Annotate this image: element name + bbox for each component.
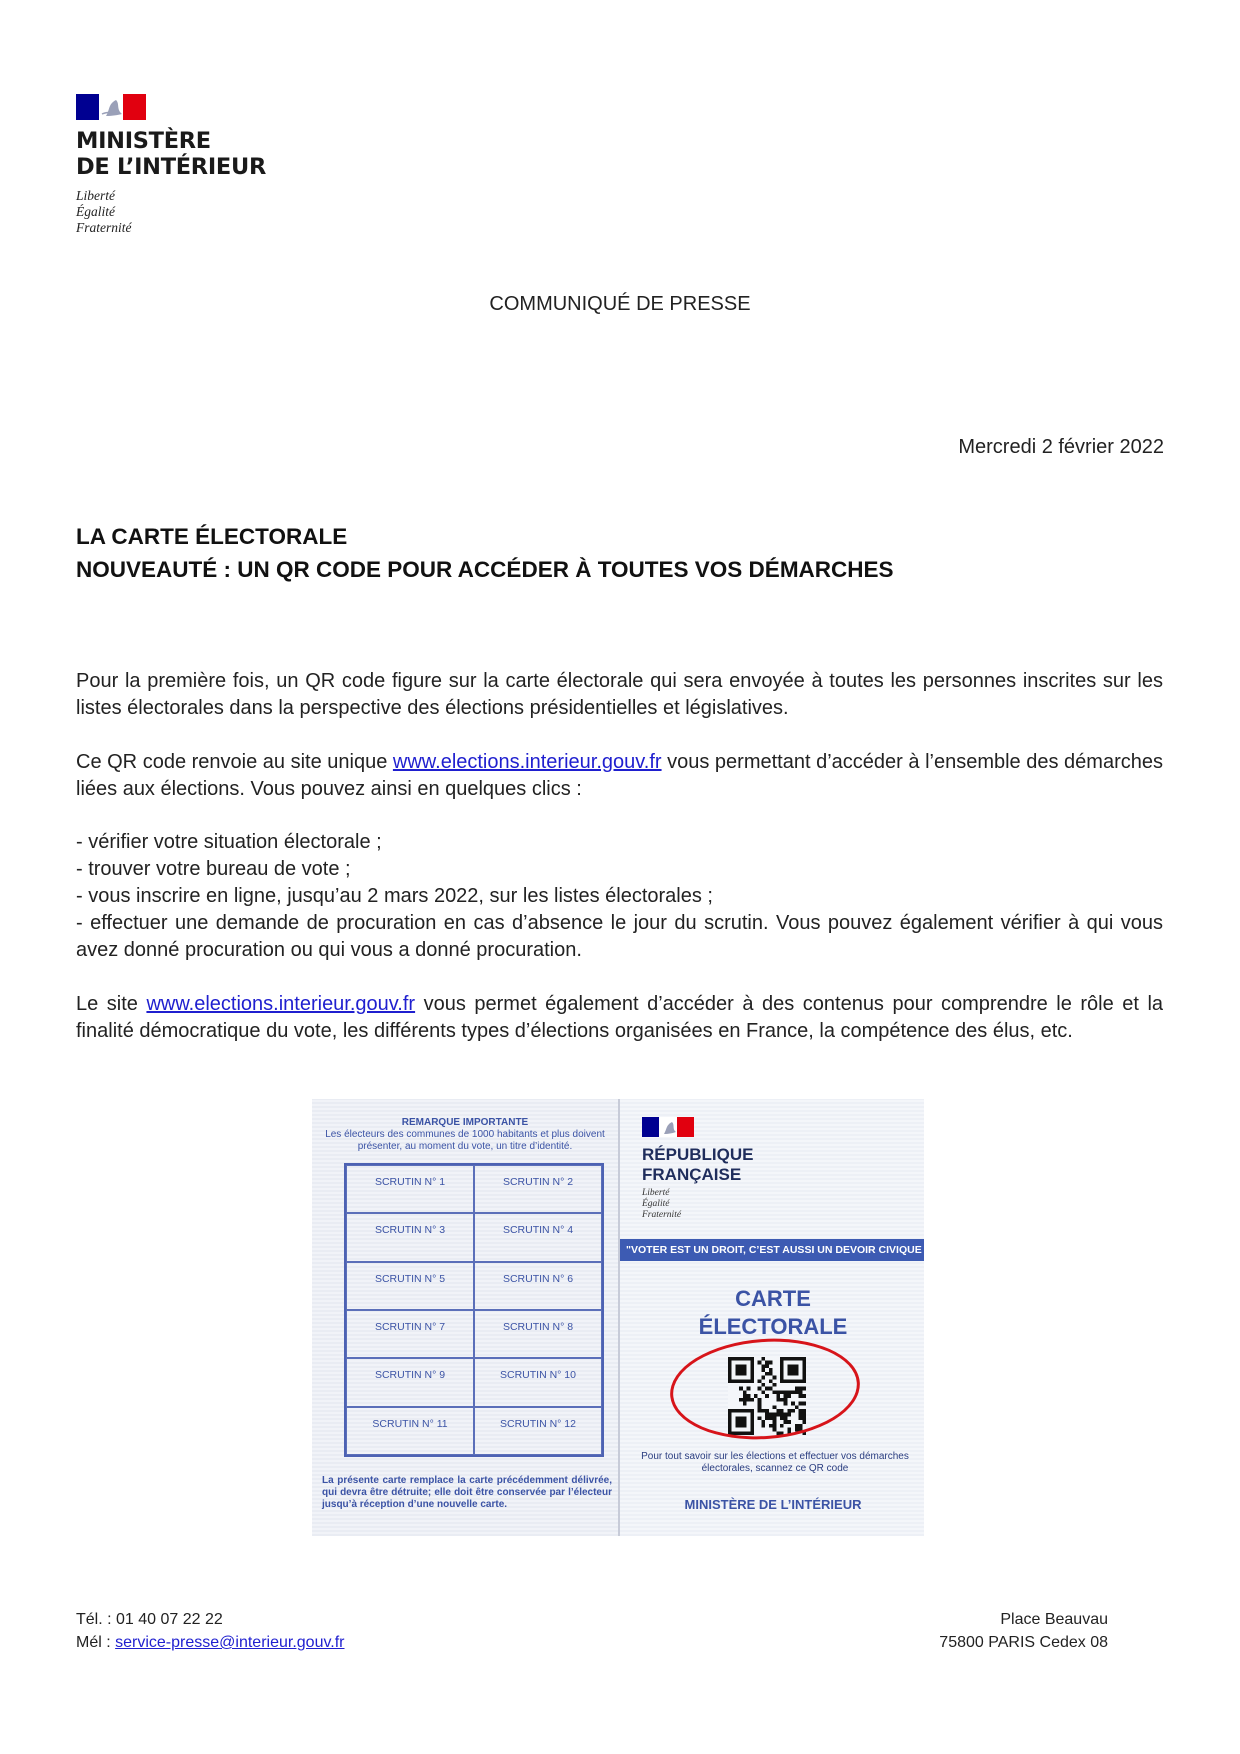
scrutin-grid <box>344 1163 604 1457</box>
republic-motto-liberte: Liberté <box>642 1188 670 1198</box>
card-footnote: La présente carte remplace la carte précédemment délivrée, qui devra être détruite; elle doit être conservée par l’électeur jusqu’à réception d’une nouvelle carte. <box>322 1475 612 1510</box>
elections-site-link[interactable]: www.elections.interieur.gouv.fr <box>392 751 662 773</box>
scrutin-cell: SCRUTIN N° 10 <box>474 1358 602 1406</box>
list-item: - vous inscrire en ligne, jusqu’au 2 mars 2022, sur les listes électorales ; <box>76 885 713 907</box>
motto-liberte: Liberté <box>76 188 115 203</box>
footer-address-line-2: 75800 PARIS Cedex 08 <box>939 1634 1108 1651</box>
footer-mail-line <box>76 1631 345 1654</box>
republic-motto-egalite: Égalité <box>642 1199 670 1209</box>
intro-paragraph: Pour la première fois, un QR code figure sur la carte électorale qui sera envoyée à toutes les personnes inscrites sur les listes électorales dans la perspective des élections présidentielles et législatives. <box>76 670 1163 719</box>
site-paragraph-start: Le site <box>76 993 147 1015</box>
card-left-panel <box>312 1099 618 1536</box>
scrutin-cell: SCRUTIN N° 4 <box>474 1213 602 1261</box>
card-notice <box>320 1117 610 1153</box>
scrutin-cell: SCRUTIN N° 2 <box>474 1165 602 1213</box>
scrutin-cell: SCRUTIN N° 9 <box>346 1358 474 1406</box>
scrutin-cell: SCRUTIN N° 11 <box>346 1407 474 1455</box>
title-line-2: NOUVEAUTÉ : UN QR CODE POUR ACCÉDER À TOUTES VOS DÉMARCHES <box>76 557 894 582</box>
elections-site-link-2[interactable]: www.elections.interieur.gouv.fr <box>146 993 416 1015</box>
card-title <box>620 1285 924 1341</box>
republic-motto-fraternite: Fraternité <box>642 1210 682 1220</box>
site-paragraph-end: vous permet également d’accéder à des contenus pour comprendre le rôle et la finalité démocratique du vote, les différents types d’élections organisées en France, la compétence des élus, etc. <box>76 993 1164 1042</box>
footer-address <box>939 1608 1108 1654</box>
republic-motto <box>642 1188 681 1221</box>
ministry-name <box>76 128 316 180</box>
ministry-line-2: DE L’INTÉRIEUR <box>76 154 266 180</box>
republic-line-1: RÉPUBLIQUE <box>642 1145 754 1164</box>
footer-contact <box>76 1608 345 1654</box>
card-notice-text: Les électeurs des communes de 1000 habitants et plus doivent présenter, au moment du vote, un titre d’identité. <box>325 1129 605 1152</box>
electoral-card-photo <box>312 1099 924 1536</box>
footer-phone: Tél. : 01 40 07 22 22 <box>76 1611 223 1628</box>
republic-line-2: FRANÇAISE <box>642 1165 742 1184</box>
highlight-circle <box>667 1332 864 1445</box>
title-line-1: LA CARTE ÉLECTORALE <box>76 524 348 549</box>
card-title-line-2: ÉLECTORALE <box>698 1314 848 1339</box>
actions-list <box>76 829 1163 964</box>
press-release-label: COMMUNIQUÉ DE PRESSE <box>489 293 751 315</box>
civic-slogan-banner: "VOTER EST UN DROIT, C’EST AUSSI UN DEVOIR CIVIQUE <box>620 1239 924 1261</box>
scrutin-cell: SCRUTIN N° 3 <box>346 1213 474 1261</box>
qr-hint: Pour tout savoir sur les élections et effectuer vos démarches électorales, scannez ce QR code <box>641 1451 909 1474</box>
qr-paragraph-start: Ce QR code renvoie au site unique <box>76 751 393 773</box>
list-item: - effectuer une demande de procuration en cas d’absence le jour du scrutin. Vous pouvez également vérifier à qui vous avez donné procuration ou qui vous a donné procuration. <box>76 912 1163 961</box>
card-notice-title: REMARQUE IMPORTANTE <box>401 1117 529 1128</box>
page-title <box>76 520 894 586</box>
site-paragraph <box>76 991 1163 1045</box>
ministry-line-1: MINISTÈRE <box>76 128 211 154</box>
scrutin-cell: SCRUTIN N° 1 <box>346 1165 474 1213</box>
motto-egalite: Égalité <box>76 204 115 219</box>
scrutin-cell: SCRUTIN N° 6 <box>474 1262 602 1310</box>
card-ministry-name: MINISTÈRE DE L’INTÉRIEUR <box>684 1497 862 1512</box>
motto-fraternite: Fraternité <box>76 220 132 235</box>
scrutin-cell: SCRUTIN N° 8 <box>474 1310 602 1358</box>
card-title-line-1: CARTE <box>735 1286 811 1311</box>
scrutin-cell: SCRUTIN N° 5 <box>346 1262 474 1310</box>
scrutin-cell: SCRUTIN N° 7 <box>346 1310 474 1358</box>
scrutin-cell: SCRUTIN N° 12 <box>474 1407 602 1455</box>
footer-mail-label: Mél : <box>76 1634 116 1651</box>
press-email-link[interactable]: service-presse@interieur.gouv.fr <box>115 1634 345 1651</box>
ministry-motto <box>76 188 316 236</box>
list-item: - trouver votre bureau de vote ; <box>76 858 351 880</box>
marianne-flag-icon <box>76 94 146 120</box>
qr-paragraph-end: vous permettant d’accéder à l’ensemble des démarches liées aux élections. Vous pouvez ainsi en quelques clics : <box>76 751 1163 800</box>
republic-flag-icon <box>642 1117 694 1137</box>
release-date: Mercredi 2 février 2022 <box>958 436 1164 458</box>
footer-address-line-1: Place Beauvau <box>1000 1611 1108 1628</box>
card-right-panel <box>618 1099 924 1536</box>
republic-name <box>642 1145 753 1185</box>
list-item: - vérifier votre situation électorale ; <box>76 831 382 853</box>
qr-paragraph <box>76 749 1163 803</box>
ministry-logo <box>76 94 316 236</box>
